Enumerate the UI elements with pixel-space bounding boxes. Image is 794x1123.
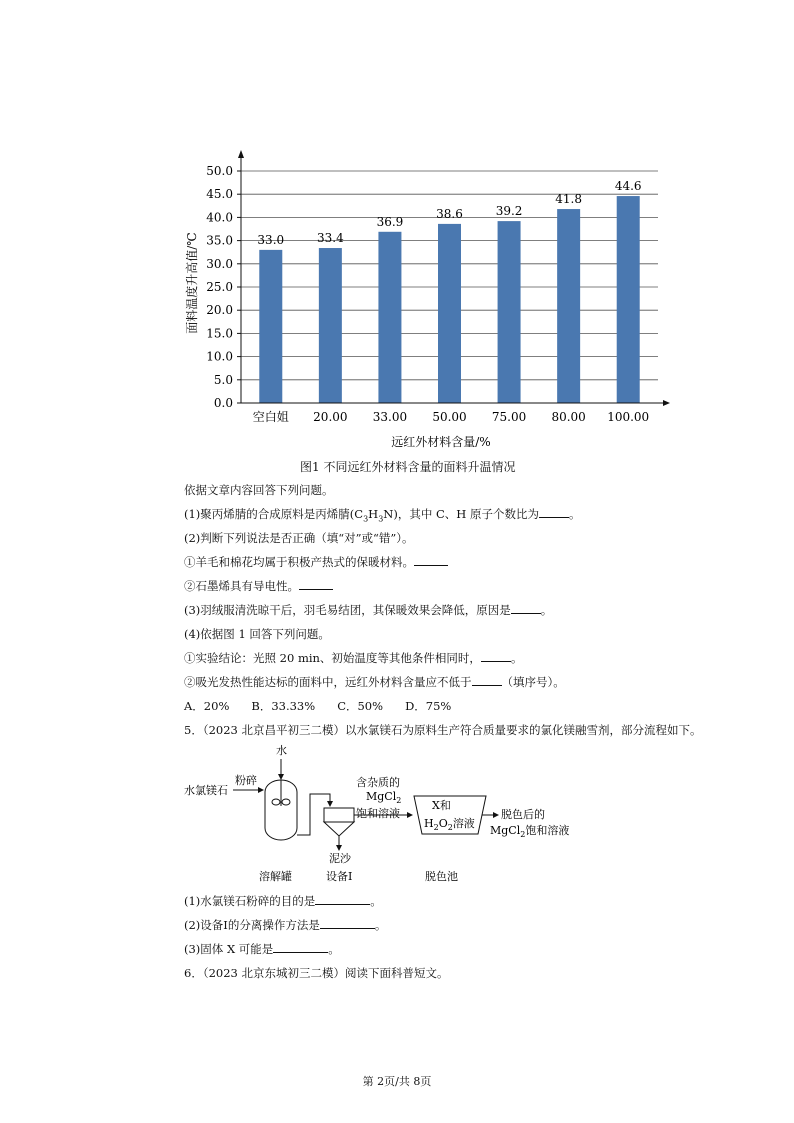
bar-value-label: 33.4 [316,231,344,246]
x-tick-label: 75.00 [491,410,527,424]
figure-caption: 图1 不同远红外材料含量的面料升温情况 [300,460,516,474]
y-axis-label: 面料温度升高值/℃ [185,232,199,334]
fq3-text: (3)固体 X 可能是 [184,942,274,956]
dissolve-tank-label: 溶解罐 [259,870,292,883]
bar-value-label: 38.6 [436,206,463,221]
bar [438,224,461,403]
question-3 [184,602,552,618]
subscript-2: 2 [396,796,402,805]
answer-blank[interactable] [320,918,375,929]
q4-1-text: ①实验结论：光照 20 min、初始温度等其他条件相同时， [184,651,481,665]
q1-text-a: (1)聚丙烯腈的合成原料是丙烯腈(C [184,507,364,521]
x-tick-label: 100.00 [607,410,650,424]
y-tick-label: 45.0 [206,187,233,202]
answer-blank[interactable] [315,894,370,905]
question-4-2 [184,674,565,690]
impure-label: 含杂质的 [356,776,400,789]
raw-arrowhead [258,787,264,793]
flow-question-1 [184,893,382,909]
x-tick-label: 空白姐 [252,410,289,424]
answer-blank[interactable] [414,555,448,566]
y-tick-label: 35.0 [206,233,233,248]
bar [498,221,521,403]
fq2-end: 。 [374,918,387,932]
subscript-2: 2 [520,830,526,839]
y-tick-label: 25.0 [206,280,233,294]
water-arrowhead [278,774,284,780]
q2-1-text: ①羊毛和棉花均属于积极产热式的保暖材料。 [184,555,414,569]
bar-value-label: 36.9 [376,214,404,229]
options [184,698,451,714]
bar-chart [0,0,794,450]
q4-2-end: （填序号）。 [501,675,565,689]
bar [378,232,401,403]
bar [557,209,580,403]
fq2-text: (2)设备Ⅰ的分离操作方法是 [184,918,320,932]
sat-solution-text: 饱和溶液 [525,824,570,837]
y-tick-label: 30.0 [206,256,233,271]
answer-blank[interactable] [481,651,511,662]
answer-blank[interactable] [299,579,333,590]
x-tick-label: 33.00 [372,410,408,424]
process-flow-diagram [0,740,794,890]
question-1 [184,506,580,523]
q1-end: 。 [568,507,581,521]
q1-text-c: N)，其中 C、H 原子个数比为 [383,507,539,521]
y-tick-label: 0.0 [213,396,233,410]
mud-arrowhead [336,845,342,851]
decolor-pool-label: 脱色池 [425,870,458,883]
intro-line: 依据文章内容回答下列问题。 [184,483,334,497]
mgcl-text: MgCl [366,790,397,803]
bar-value-label: 41.8 [555,192,583,207]
option-d[interactable]: D．75% [405,699,452,713]
stirrer-blade-left [272,799,280,805]
y-tick-label: 40.0 [206,210,233,225]
q1-sub-2: 3 [378,514,384,524]
crush-label: 粉碎 [235,774,257,787]
question-4-1 [184,650,522,666]
y-tick-label: 10.0 [206,349,233,364]
option-a[interactable]: A．20% [184,699,230,713]
arrow-to-pool-head [407,812,413,818]
question-2-1 [184,554,448,570]
saturated-label: 饱和溶液 [356,807,400,820]
x-tick-label: 20.00 [313,410,348,424]
mgcl2-formula [366,790,401,805]
fq1-end: 。 [370,894,382,908]
bar [617,196,640,403]
answer-blank[interactable] [511,603,541,614]
question-5-heading: 5．（2023 北京昌平初三二模）以水氯镁石为原料生产符合质量要求的氯化镁融雪剂，部分流程如下。 [184,723,702,737]
x-axis-label: 远红外材料含量/% [391,435,491,449]
bar-value-label: 39.2 [495,204,523,219]
x-axis-arrowhead [663,400,670,406]
subscript-2: 2 [433,823,439,832]
answer-blank[interactable] [539,507,569,518]
q1-text-b: H [368,507,379,521]
answer-blank[interactable] [273,942,328,953]
device-one-body [324,808,354,822]
raw-material-label: 水氯镁石 [184,784,228,797]
x-tick-label: 80.00 [551,410,586,424]
pipe-arrowhead [327,801,333,807]
page-footer: 第 2页/共 8页 [362,1075,432,1088]
output-arrowhead [493,812,499,818]
q3-end: 。 [540,603,553,617]
bar [319,248,342,403]
bar-value-label: 44.6 [614,179,642,194]
solution-text: 溶液 [452,817,475,830]
y-tick-label: 20.0 [206,303,233,318]
option-c[interactable]: C．50% [337,699,384,713]
water-label: 水 [276,744,287,757]
fq1-text: (1)水氯镁石粉碎的目的是 [184,894,316,908]
question-2-2 [184,578,333,594]
q4-2-text: ②吸光发热性能达标的面料中，远红外材料含量应不低于 [184,675,472,689]
x-tick-label: 50.00 [432,410,467,424]
question-2: (2)判断下列说法是否正确（填“对”或“错”）。 [184,531,414,545]
answer-blank[interactable] [472,675,502,686]
output-formula [490,823,569,839]
device-one-funnel [324,822,354,836]
q1-sub-1: 3 [363,514,369,524]
y-tick-label: 15.0 [206,326,233,341]
mud-label: 泥沙 [329,852,351,865]
option-b[interactable]: B．33.33% [251,699,316,713]
subscript-2: 2 [447,823,453,832]
bar-value-label: 33.0 [257,232,285,247]
question-6-heading: 6．（2023 北京东城初三二模）阅读下面科普短文。 [184,966,449,980]
h-text: H [424,817,434,830]
q4-1-end: 。 [510,651,523,665]
q2-2-text: ②石墨烯具有导电性。 [184,579,299,593]
device-one-label: 设备Ⅰ [326,870,353,883]
o-text: O [438,817,448,830]
question-4: (4)依据图 1 回答下列问题。 [184,627,330,641]
h2o2-formula [424,816,475,832]
y-axis-arrowhead [238,150,244,158]
mgcl-text: MgCl [490,824,521,837]
pipe-to-device [297,794,330,835]
bar [259,250,282,403]
flow-question-2 [184,917,386,933]
decolored-label: 脱色后的 [501,808,545,821]
x-and-label: X和 [432,799,451,812]
y-tick-label: 50.0 [206,164,233,178]
q3-text: (3)羽绒服清洗晾干后，羽毛易结团，其保暖效果会降低，原因是 [184,603,511,617]
flow-question-3 [184,941,340,957]
stirrer-blade-right [282,799,290,805]
y-tick-label: 5.0 [213,372,233,387]
fq3-end: 。 [328,942,340,956]
